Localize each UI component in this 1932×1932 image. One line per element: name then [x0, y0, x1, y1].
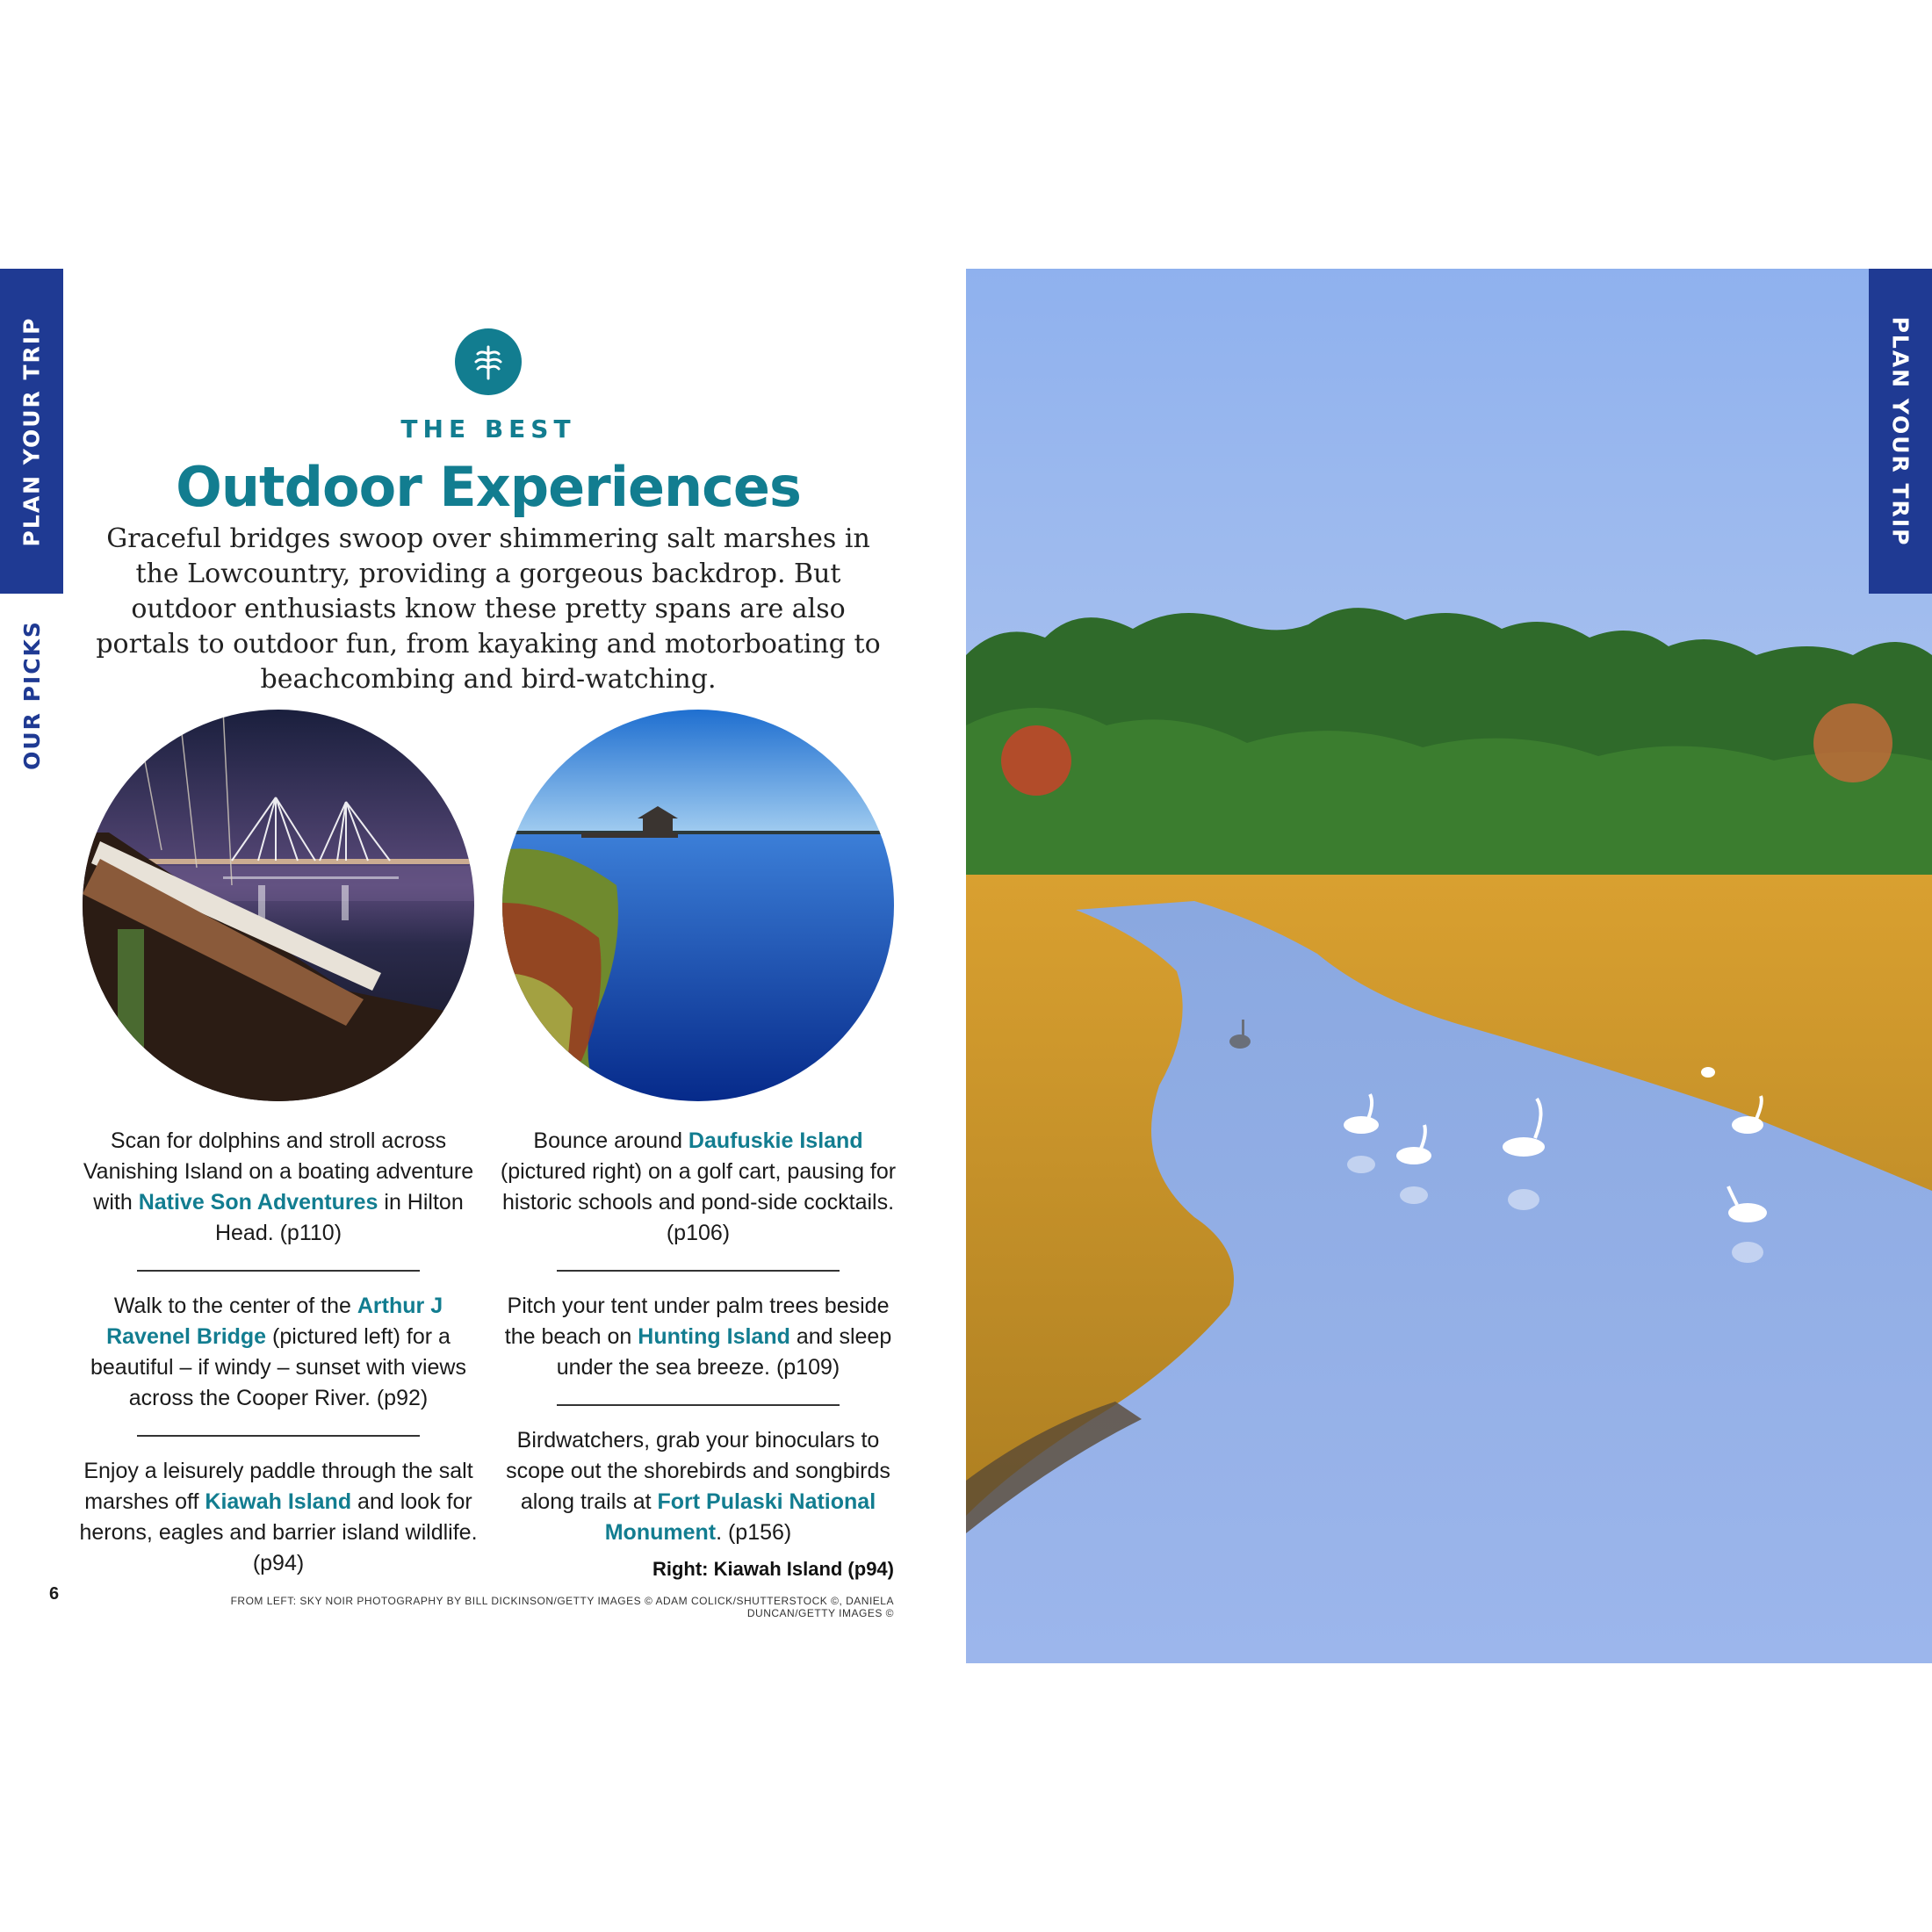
- pick-text: and sleep under the sea breeze. (p109): [556, 1324, 892, 1380]
- pick-daufuskie-island: [492, 1126, 905, 1249]
- place-highlight: Native Son Adventures: [138, 1190, 378, 1215]
- photo-credits: FROM LEFT: SKY NOIR PHOTOGRAPHY BY BILL DICKINSON/GETTY IMAGES © ADAM COLICK/SHUTTERSTOCK ©, DANIELA DUNCAN/GETTY IMAGES ©: [230, 1595, 894, 1619]
- pick-text: and look for herons, eagles and barrier island wildlife. (p94): [79, 1489, 478, 1575]
- photo-caption: Right: Kiawah Island (p94): [652, 1558, 894, 1580]
- pick-text: (pictured right) on a golf cart, pausing for historic schools and pond-side cocktails. (p106): [500, 1159, 897, 1245]
- place-highlight: Kiawah Island: [205, 1489, 352, 1514]
- picks-column-right: [492, 1126, 905, 1548]
- pick-text: Birdwatchers, grab your binoculars to scope out the shorebirds and songbirds along trails at: [506, 1428, 890, 1514]
- page-number: 6: [49, 1584, 60, 1604]
- pick-text: Bounce around: [533, 1128, 688, 1153]
- divider: [137, 1270, 420, 1272]
- pick-text: in Hilton Head. (p110): [214, 1190, 464, 1245]
- tab-label-left: PLAN YOUR TRIP: [18, 316, 45, 546]
- place-highlight: Hunting Island: [638, 1324, 790, 1349]
- divider: [557, 1404, 840, 1406]
- pick-text: Walk to the center of the: [113, 1294, 357, 1318]
- leaf-icon: [455, 328, 522, 395]
- pick-native-son: [72, 1126, 485, 1249]
- pick-text: Scan for dolphins and stroll across Vanishing Island on a boating adventure with: [83, 1128, 474, 1215]
- pick-kiawah-island: [72, 1456, 485, 1579]
- place-highlight: Fort Pulaski National Monument: [604, 1489, 876, 1545]
- pick-hunting-island: [492, 1291, 905, 1383]
- plan-your-trip-tab-right[interactable]: [1869, 269, 1932, 594]
- salt-marsh-egrets-photo: [966, 269, 1932, 1663]
- pick-text: . (p156): [716, 1520, 792, 1545]
- picks-column-left: [72, 1126, 485, 1579]
- page-title: Outdoor Experiences: [176, 455, 801, 519]
- pick-text: (pictured left) for a beautiful – if windy – sunset with views across the Cooper River. (p92): [90, 1324, 466, 1410]
- plan-your-trip-tab-left[interactable]: [0, 269, 63, 594]
- divider: [557, 1270, 840, 1272]
- book-spread: [0, 269, 1932, 1663]
- our-picks-section-label: [0, 611, 63, 778]
- section-kicker: THE BEST: [400, 415, 576, 443]
- divider: [137, 1435, 420, 1437]
- pick-ravenel-bridge: [72, 1291, 485, 1414]
- pick-text: Enjoy a leisurely paddle through the salt marshes off: [83, 1459, 473, 1514]
- bridge-night-photo: [83, 710, 474, 1101]
- dock-water-photo: [502, 710, 894, 1101]
- left-page: [0, 269, 966, 1663]
- tab-label-right: PLAN YOUR TRIP: [1887, 316, 1914, 546]
- place-highlight: Daufuskie Island: [688, 1128, 863, 1153]
- pick-text: Pitch your tent under palm trees beside the beach on: [504, 1294, 890, 1349]
- place-highlight: Arthur J Ravenel Bridge: [106, 1294, 443, 1349]
- intro-paragraph: Graceful bridges swoop over shimmering salt marshes in the Lowcountry, providing a gorgeous backdrop. But outdoor enthusiasts know these pretty spans are also portals to outdoor fun, from kayaking and motorboating to beachcombing and bird-watching.: [96, 523, 881, 695]
- pick-fort-pulaski: [492, 1425, 905, 1548]
- our-picks-text: OUR PICKS: [18, 619, 45, 770]
